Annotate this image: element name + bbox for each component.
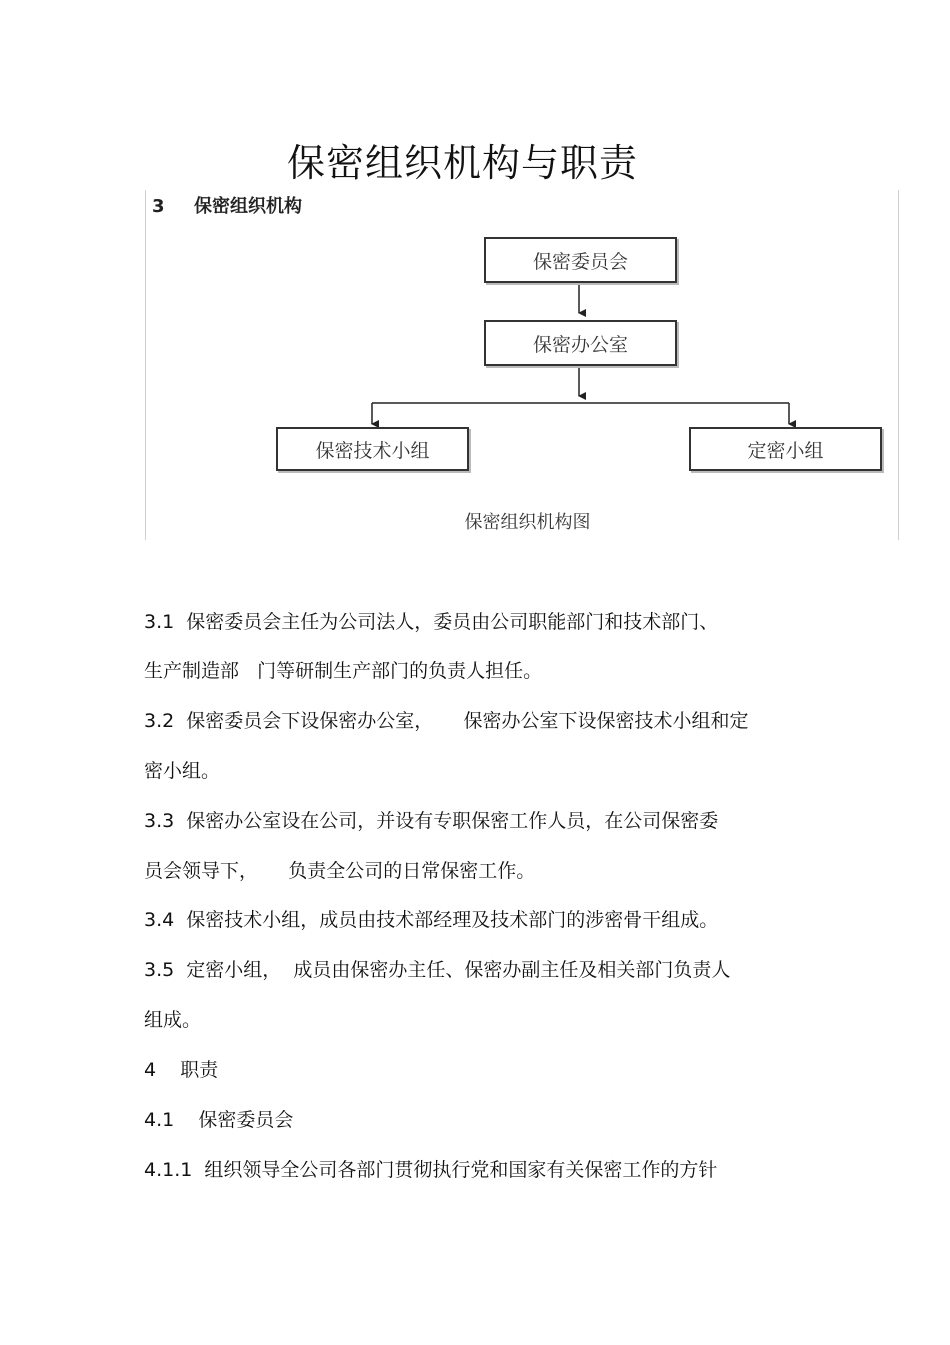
paragraph-line: 生产制造部 门等研制生产部门的负责人担任。	[144, 660, 543, 682]
org-box-classify-group: 定密小组	[689, 427, 882, 471]
paragraph-line: 3.2 保密委员会下设保密办公室， 保密办公室下设保密技术小组和定	[144, 710, 749, 732]
figure-caption: 保密组织机构图	[464, 512, 591, 533]
paragraph-line: 密小组。	[144, 760, 221, 782]
org-box-committee: 保密委员会	[484, 237, 677, 283]
org-box-office: 保密办公室	[484, 320, 677, 366]
paragraph-line: 3.3 保密办公室设在公司，并设有专职保密工作人员，在公司保密委	[144, 810, 719, 832]
section-title: 保密组织机构	[194, 196, 302, 217]
heading-line: 4 职责	[144, 1059, 219, 1081]
document-title: 保密组织机构与职责	[286, 141, 638, 185]
heading-line: 4.1 保密委员会	[144, 1109, 294, 1131]
paragraph-line: 4.1.1 组织领导全公司各部门贯彻执行党和国家有关保密工作的方针	[144, 1159, 718, 1181]
paragraph-line: 组成。	[144, 1009, 202, 1031]
paragraph-line: 3.4 保密技术小组，成员由技术部经理及技术部门的涉密骨干组成。	[144, 909, 719, 931]
paragraph-line: 员会领导下， 负责全公司的日常保密工作。	[144, 860, 536, 882]
section-number: 3	[152, 196, 165, 217]
paragraph-line: 3.5 定密小组， 成员由保密办主任、保密办副主任及相关部门负责人	[144, 959, 731, 981]
org-box-tech-group: 保密技术小组	[276, 427, 469, 471]
paragraph-line: 3.1 保密委员会主任为公司法人，委员由公司职能部门和技术部门、	[144, 611, 719, 633]
